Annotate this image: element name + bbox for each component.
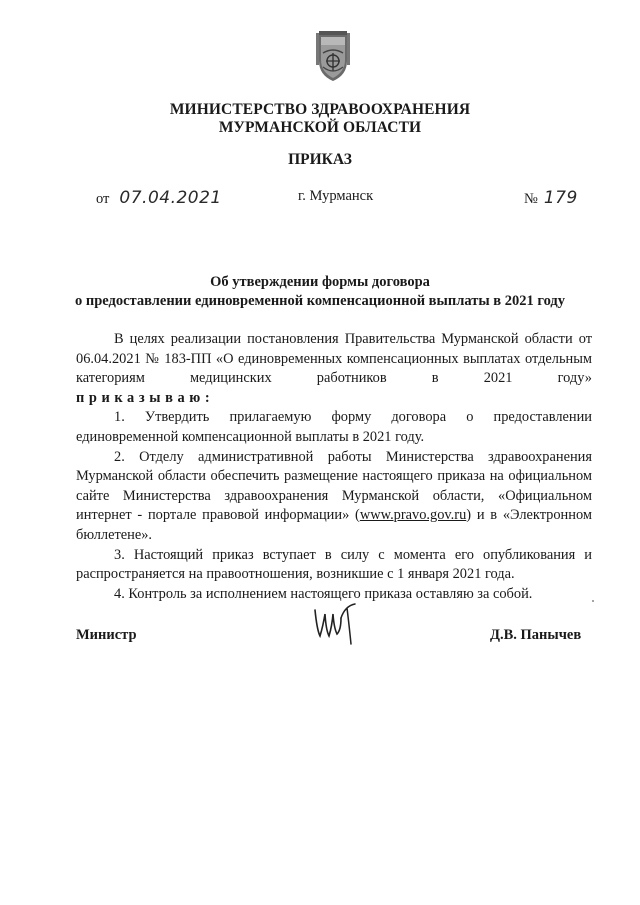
item-2-text: 2. Отделу административной работы Министерства здравоохранения Мурманской области обеспечить размещение настоящего приказа на официальном сайте Министерства здравоохранения Мурманской области, «Официальном интернет - портале правовой информации» ( (76, 448, 592, 524)
date-block (96, 188, 222, 208)
document-meta (0, 186, 640, 210)
scan-speck (592, 600, 594, 602)
number-block (524, 188, 578, 208)
ministry-name (0, 101, 640, 137)
number-value: 179 (543, 188, 578, 208)
ministry-line-1: МИНИСТЕРСТВО ЗДРАВООХРАНЕНИЯ (169, 101, 471, 118)
signatory-name: Д.В. Панычев (490, 627, 582, 643)
document-subject (0, 273, 640, 311)
item-4: 4. Контроль за исполнением настоящего приказа оставляю за собой. (114, 585, 533, 602)
item-2-text-end: ) и в «Электронном бюллетене». (76, 507, 592, 543)
coat-of-arms-icon (313, 31, 353, 83)
order-word: приказываю: (76, 389, 215, 406)
city: г. Мурманск (298, 188, 374, 204)
subject-line-1: Об утверждении формы договора (210, 274, 430, 290)
date-prefix: от (96, 191, 110, 207)
document-body (76, 330, 592, 604)
number-prefix: № (524, 191, 538, 207)
subject-line-2: о предоставлении единовременной компенсационной выплаты в 2021 году (75, 293, 565, 309)
signature-block (0, 600, 640, 660)
date-value: 07.04.2021 (119, 188, 222, 208)
handwritten-signature-icon (311, 600, 361, 646)
document-type: ПРИКАЗ (288, 151, 352, 168)
signatory-title: Министр (76, 627, 137, 643)
intro-paragraph: В целях реализации постановления Правительства Мурманской области от 06.04.2021 № 183-ПП «О единовременных компенсационных выплатах отдельным категориям медицинских работников в 2021 году» (76, 331, 592, 387)
item-1: 1. Утвердить прилагаемую форму договора о предоставлении единовременной компенсационной выплаты в 2021 году. (76, 409, 592, 445)
pravo-link[interactable]: www.pravo.gov.ru (359, 507, 467, 524)
item-2 (76, 448, 592, 546)
item-3: 3. Настоящий приказ вступает в силу с момента его опубликования и распространяется на правоотношения, возникшие с 1 января 2021 года. (76, 546, 592, 583)
ministry-line-2: МУРМАНСКОЙ ОБЛАСТИ (218, 119, 422, 136)
